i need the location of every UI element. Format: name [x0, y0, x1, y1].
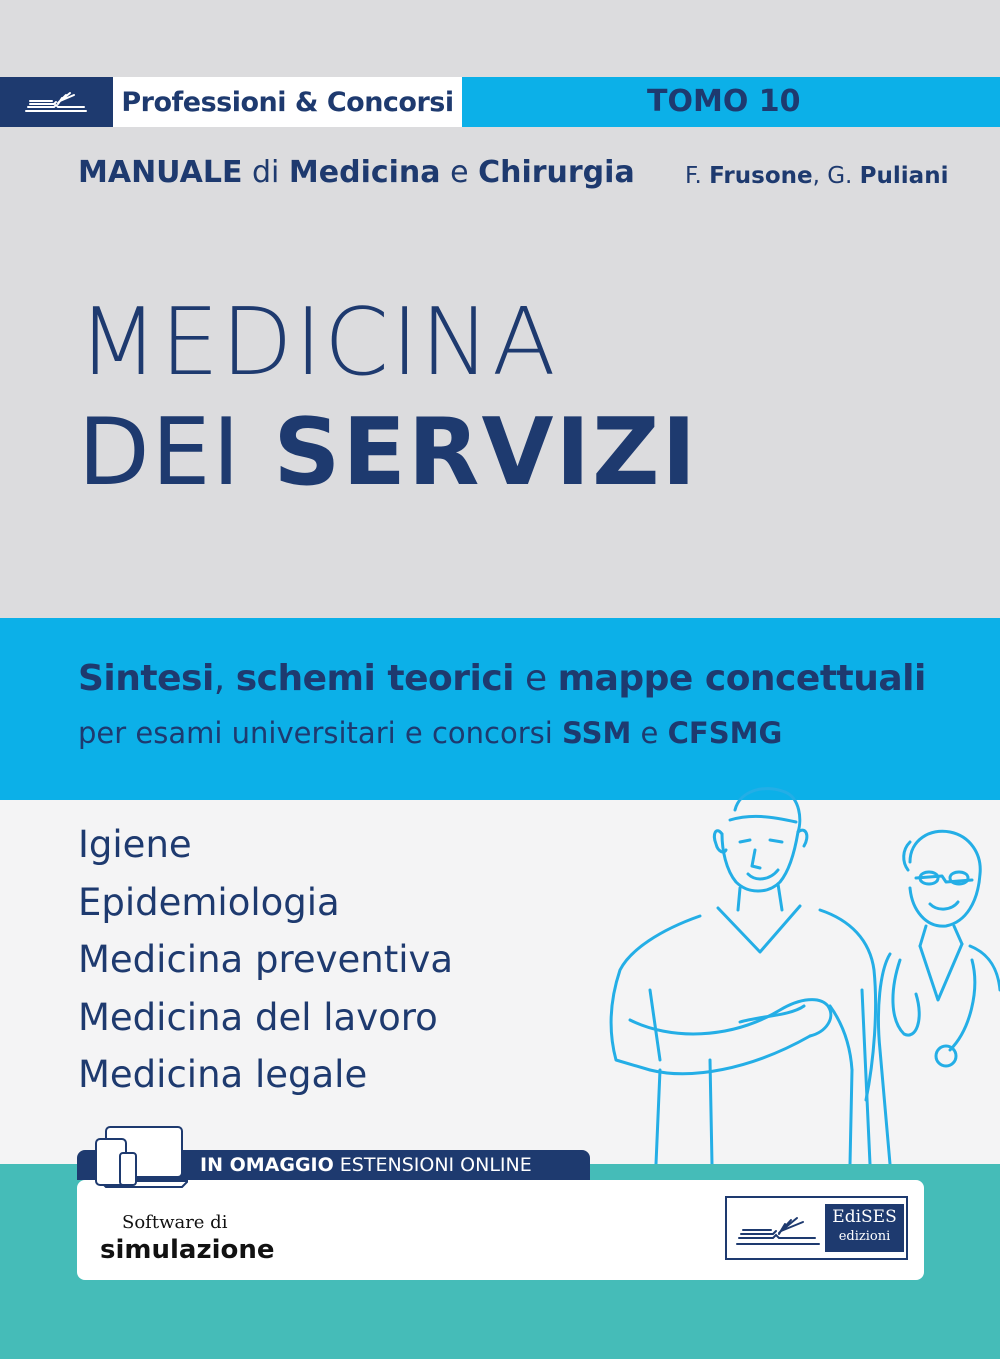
- series-bar: [0, 77, 1000, 127]
- open-book-icon: [0, 77, 113, 127]
- author-1-initial: F.: [685, 163, 710, 189]
- publisher-subtitle: edizioni: [838, 1229, 891, 1244]
- doctors-illustration: [590, 770, 1000, 1164]
- book-title-line-2: [78, 398, 699, 506]
- manual-subject-1: Medicina: [288, 155, 441, 190]
- headline-part-2: ,: [213, 658, 236, 699]
- topic-item: Medicina del lavoro: [78, 995, 438, 1039]
- series-logo: [0, 77, 113, 127]
- book-icon: [735, 1204, 821, 1252]
- topic-item: Epidemiologia: [78, 880, 340, 924]
- headline-part-1: Sintesi: [78, 658, 214, 699]
- series-name: Professioni & Concorsi: [121, 86, 454, 118]
- description-subline: [78, 716, 782, 750]
- author-separator: , G.: [812, 163, 860, 189]
- topic-item: Medicina preventiva: [78, 938, 454, 981]
- author-1-name: Frusone: [709, 163, 813, 189]
- description-headline: [78, 658, 926, 699]
- topics-list: [78, 822, 453, 1110]
- publisher-name: EdiSES: [832, 1207, 897, 1227]
- subline-part-4: CFSMG: [667, 716, 783, 750]
- devices-icon: [92, 1123, 188, 1191]
- book-title-line-1: MEDICINA: [78, 288, 558, 396]
- manual-subject-2: Chirurgia: [478, 155, 635, 190]
- topic-item: Medicina legale: [78, 1053, 368, 1096]
- software-label: Software di: [122, 1212, 228, 1233]
- manual-connector-1: di: [242, 155, 289, 190]
- headline-part-3: schemi teorici: [235, 658, 515, 699]
- subline-part-2: SSM: [562, 716, 632, 750]
- book-title-bold: SERVIZI: [273, 398, 699, 506]
- publisher-badge: [825, 1204, 904, 1252]
- software-title: simulazione: [100, 1235, 275, 1265]
- author-2-name: Puliani: [859, 163, 949, 189]
- publisher-logo: [725, 1196, 908, 1260]
- headline-part-5: mappe concettuali: [557, 658, 926, 699]
- volume-label: TOMO 10: [647, 84, 801, 119]
- manual-subtitle: [78, 155, 635, 190]
- online-rest: ESTENSIONI ONLINE: [333, 1154, 532, 1176]
- book-title-light: DEI: [78, 398, 274, 506]
- subline-part-1: per esami universitari e concorsi: [78, 716, 563, 750]
- series-name-box: [113, 77, 462, 127]
- manual-prefix: MANUALE: [78, 155, 243, 190]
- volume-box: [462, 77, 1000, 127]
- headline-part-4: e: [514, 658, 558, 699]
- topic-item: Igiene: [78, 823, 192, 866]
- authors: [685, 163, 948, 189]
- online-bold: IN OMAGGIO: [200, 1154, 334, 1176]
- subline-part-3: e: [631, 716, 668, 750]
- manual-connector-2: e: [440, 155, 479, 190]
- online-extensions-text: [200, 1150, 532, 1180]
